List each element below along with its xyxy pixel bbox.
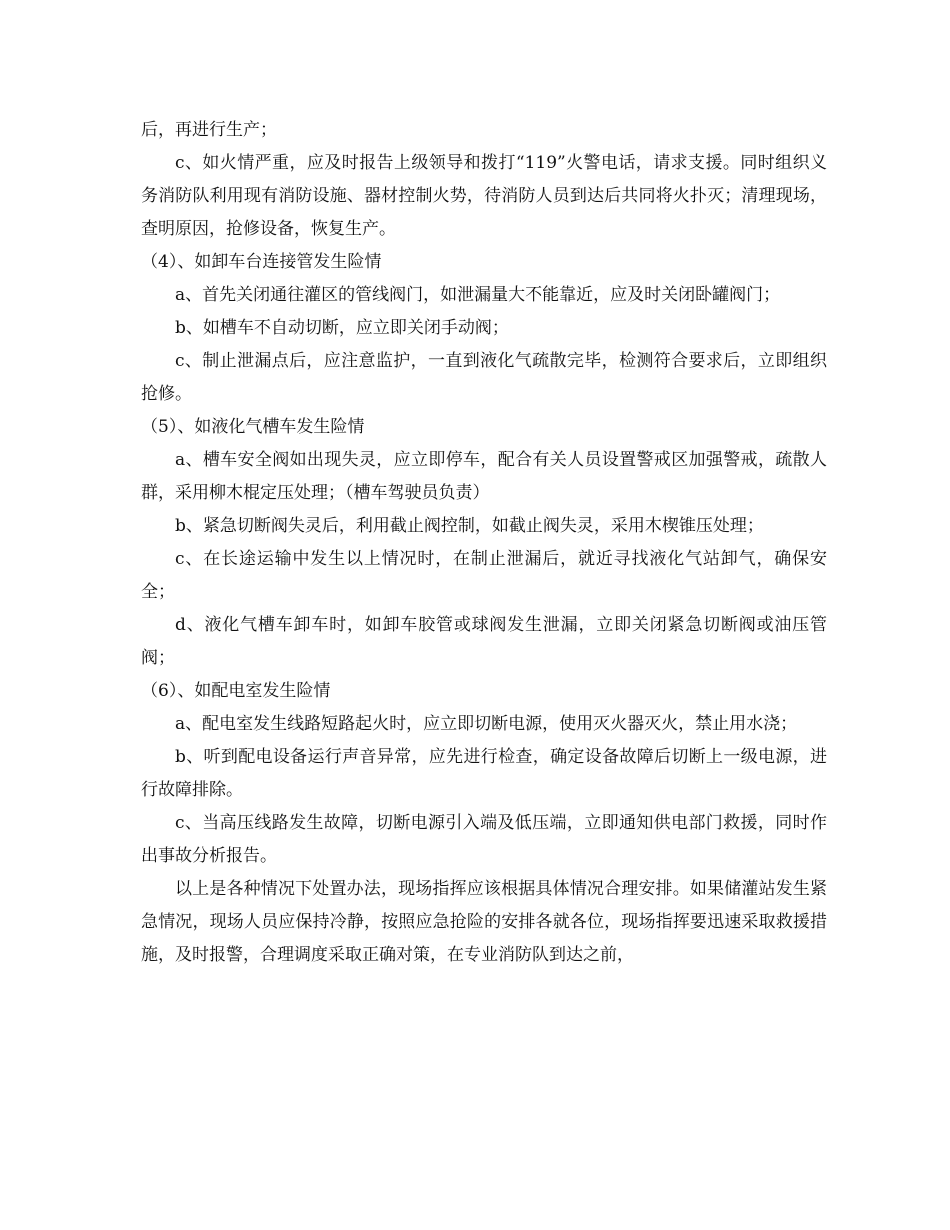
paragraph-6b: b、听到配电设备运行声音异常，应先进行检查，确定设备故障后切断上一级电源，进行故障排除。 xyxy=(141,747,827,800)
paragraph-continuation: 后，再进行生产； xyxy=(141,120,277,140)
paragraph-5b: b、紧急切断阀失灵后，利用截止阀控制，如截止阀失灵，采用木楔锥压处理； xyxy=(175,516,764,536)
paragraph-4c: c、制止泄漏点后，应注意监护，一直到液化气疏散完毕，检测符合要求后，立即组织抢修。 xyxy=(141,351,827,404)
paragraph-4a: a、首先关闭通往灌区的管线阀门，如泄漏量大不能靠近，应及时关闭卧罐阀门； xyxy=(175,285,781,305)
section-heading-4: （4）、如卸车台连接管发生险情 xyxy=(141,252,382,272)
paragraph-6a: a、配电室发生线路短路起火时，应立即切断电源，使用灭火器灭火，禁止用水浇； xyxy=(175,714,798,734)
section-heading-5: （5）、如液化气槽车发生险情 xyxy=(141,417,365,437)
paragraph-5d: d、液化气槽车卸车时，如卸车胶管或球阀发生泄漏，立即关闭紧急切断阀或油压管阀； xyxy=(141,615,827,668)
paragraph-5a: a、槽车安全阀如出现失灵，应立即停车，配合有关人员设置警戒区加强警戒，疏散人群，采用柳木棍定压处理；（槽车驾驶员负责） xyxy=(141,450,827,503)
paragraph-summary: 以上是各种情况下处置办法，现场指挥应该根据具体情况合理安排。如果储灌站发生紧急情况，现场人员应保持冷静，按照应急抢险的安排各就各位，现场指挥要迅速采取救援措施，及时报警，合理调度采取正确对策，在专业消防队到达之前， xyxy=(141,879,827,965)
paragraph-6c: c、当高压线路发生故障，切断电源引入端及低压端，立即通知供电部门救援，同时作出事故分析报告。 xyxy=(141,813,827,866)
paragraph-4b: b、如槽车不自动切断，应立即关闭手动阀； xyxy=(175,318,509,338)
section-heading-6: （6）、如配电室发生险情 xyxy=(141,681,331,701)
paragraph-fire-severe: c、如火情严重，应及时报告上级领导和拨打“119”火警电话，请求支援。同时组织义务消防队利用现有消防设施、器材控制火势，待消防人员到达后共同将火扑灭；清理现场，查明原因，抢修设备，恢复生产。 xyxy=(141,153,827,239)
document-body xyxy=(141,114,827,972)
paragraph-5c: c、在长途运输中发生以上情况时，在制止泄漏后，就近寻找液化气站卸气，确保安全； xyxy=(141,549,827,602)
